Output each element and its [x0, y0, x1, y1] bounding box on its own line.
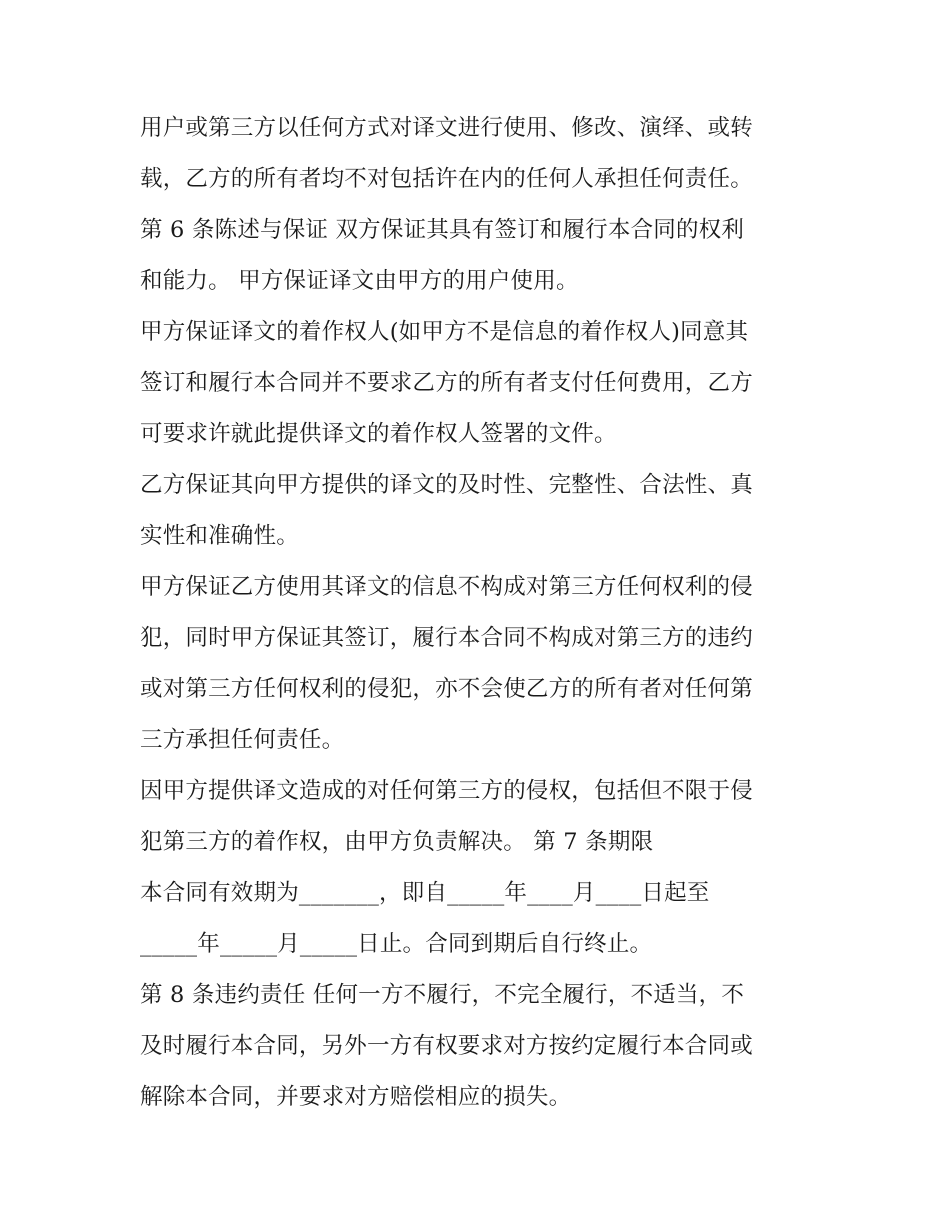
- text-line: 解除本合同，并要求对方赔偿相应的损失。: [140, 1084, 572, 1110]
- text-line: 及时履行本合同，另外一方有权要求对方按约定履行本合同或: [140, 1033, 753, 1059]
- text-line: 和能力。 甲方保证译文由甲方的用户使用。: [140, 268, 579, 294]
- text-line: 犯第三方的着作权，由甲方负责解决。 第 7 条期限: [140, 829, 654, 855]
- text-line: 第 6 条陈述与保证 双方保证其具有签订和履行本合同的权利: [140, 217, 745, 243]
- text-line: 或对第三方任何权利的侵犯，亦不会使乙方的所有者对任何第: [140, 676, 753, 702]
- text-line: 甲方保证译文的着作权人(如甲方不是信息的着作权人)同意其: [140, 319, 749, 345]
- text-line: 签订和履行本合同并不要求乙方的所有者支付任何费用，乙方: [140, 370, 753, 396]
- text-line: 因甲方提供译文造成的对任何第三方的侵权，包括但不限于侵: [140, 778, 753, 804]
- contract-body-text: [140, 103, 840, 1123]
- text-line: 载，乙方的所有者均不对包括许在内的任何人承担任何责任。: [140, 166, 753, 192]
- text-line: _____年_____月_____日止。合同到期后自行终止。: [140, 931, 653, 957]
- text-line: 可要求许就此提供译文的着作权人签署的文件。: [140, 421, 617, 447]
- text-line: 实性和准确性。: [140, 523, 299, 549]
- text-line: 甲方保证乙方使用其译文的信息不构成对第三方任何权利的侵: [140, 574, 753, 600]
- text-line: 用户或第三方以任何方式对译文进行使用、修改、演绎、或转: [140, 115, 753, 141]
- text-line: 三方承担任何责任。: [140, 727, 345, 753]
- text-line: 乙方保证其向甲方提供的译文的及时性、完整性、合法性、真: [140, 472, 753, 498]
- text-line: 本合同有效期为_______，即自_____年____月____日起至: [140, 880, 710, 906]
- text-line: 第 8 条违约责任 任何一方不履行，不完全履行，不适当，不: [140, 982, 745, 1008]
- text-line: 犯，同时甲方保证其签订，履行本合同不构成对第三方的违约: [140, 625, 753, 651]
